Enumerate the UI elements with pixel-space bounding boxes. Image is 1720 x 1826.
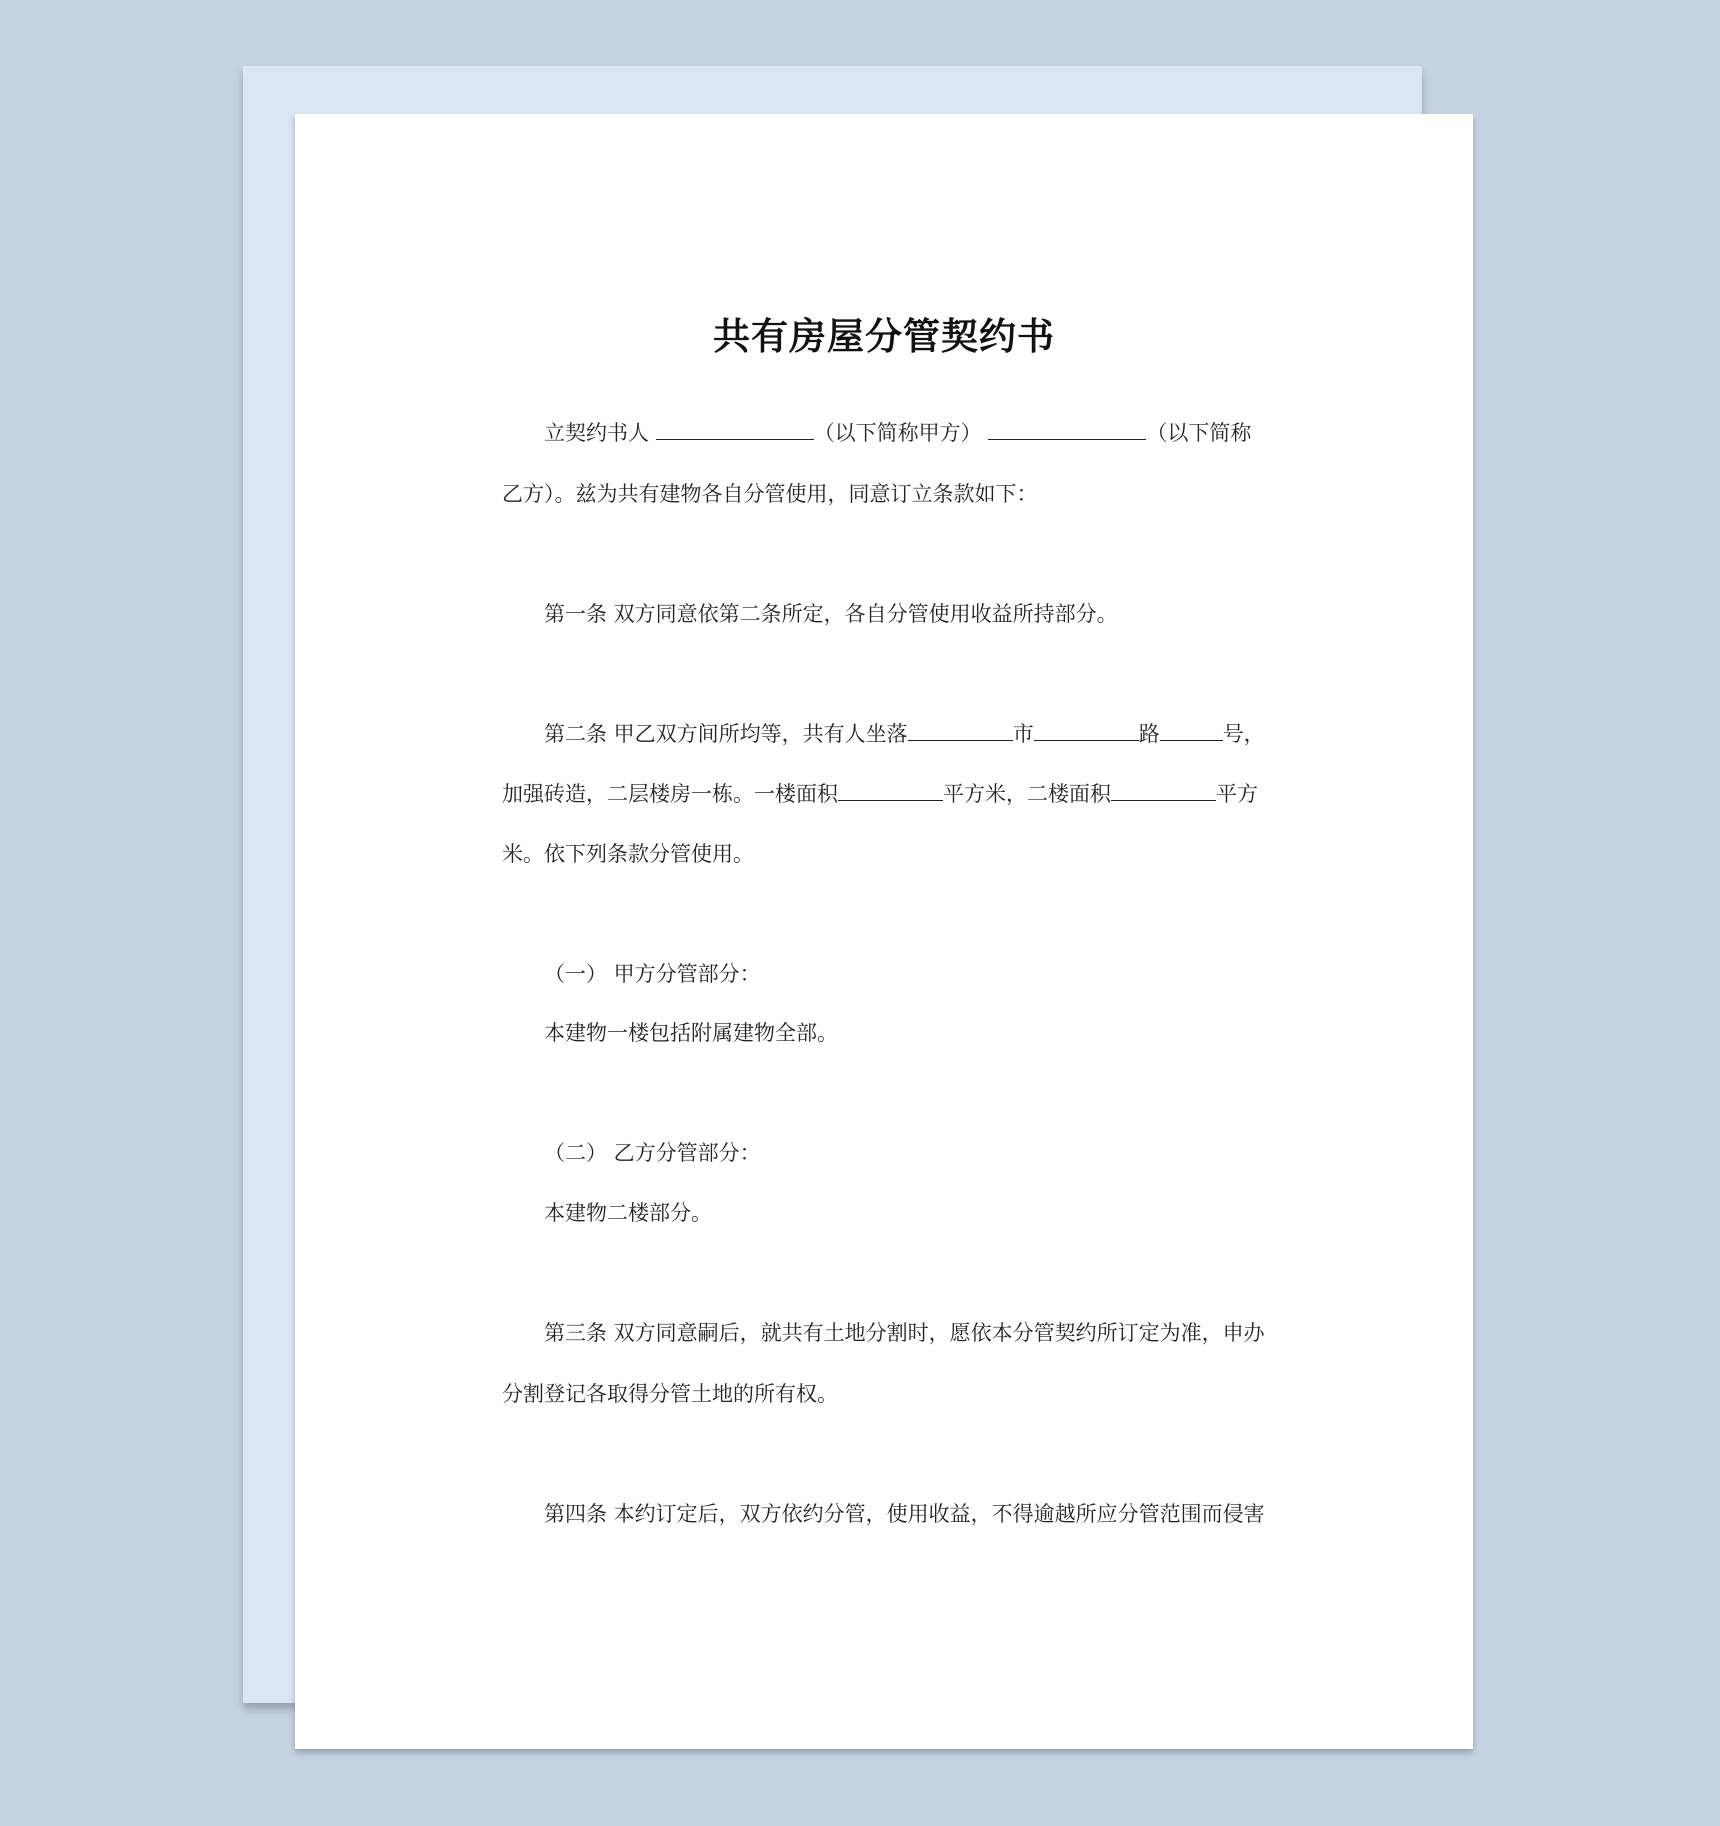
article-4-line-1: 第四条 本约订定后，双方依约分管，使用收益，不得逾越所应分管范围而侵害 [544, 1502, 1265, 1526]
section-b-heading: （二） 乙方分管部分： [544, 1141, 761, 1165]
text: 号， [1222, 722, 1265, 746]
party-a-blank[interactable] [656, 419, 814, 440]
document-page [295, 114, 1473, 1749]
text: 加强砖造，二层楼房一栋。一楼面积 [502, 782, 838, 806]
text: 立契约书人 [544, 421, 656, 445]
article-3-line-1: 第三条 双方同意嗣后，就共有土地分割时，愿依本分管契约所订定为准，申办 [544, 1321, 1265, 1345]
party-b-blank[interactable] [988, 419, 1146, 440]
article-2-line-3: 米。依下列条款分管使用。 [502, 842, 754, 866]
document-title: 共有房屋分管契约书 [713, 315, 1055, 358]
text: 第二条 甲乙双方间所均等，共有人坐落 [544, 722, 908, 746]
text: 平方米，二楼面积 [943, 782, 1111, 806]
text: 市 [1012, 722, 1034, 746]
article-3-line-2: 分割登记各取得分管土地的所有权。 [502, 1382, 838, 1406]
section-a-heading: （一） 甲方分管部分： [544, 962, 761, 986]
number-blank[interactable] [1160, 720, 1223, 741]
text: （以下简称 [1146, 421, 1252, 445]
first-floor-area-blank[interactable] [838, 780, 943, 801]
section-a-body: 本建物一楼包括附属建物全部。 [544, 1021, 838, 1045]
article-1: 第一条 双方同意依第二条所定，各自分管使用收益所持部分。 [544, 602, 1118, 626]
preamble-line-2: 乙方）。兹为共有建物各自分管使用，同意订立条款如下： [502, 482, 1038, 506]
article-2-line-1 [544, 720, 1265, 748]
text: （以下简称甲方） [813, 421, 989, 445]
section-b-body: 本建物二楼部分。 [544, 1201, 712, 1225]
article-2-line-2 [502, 780, 1258, 808]
road-blank[interactable] [1034, 720, 1139, 741]
city-blank[interactable] [908, 720, 1013, 741]
second-floor-area-blank[interactable] [1111, 780, 1216, 801]
text: 平方 [1216, 782, 1258, 806]
preamble-line-1 [544, 419, 1251, 447]
text: 路 [1138, 722, 1160, 746]
